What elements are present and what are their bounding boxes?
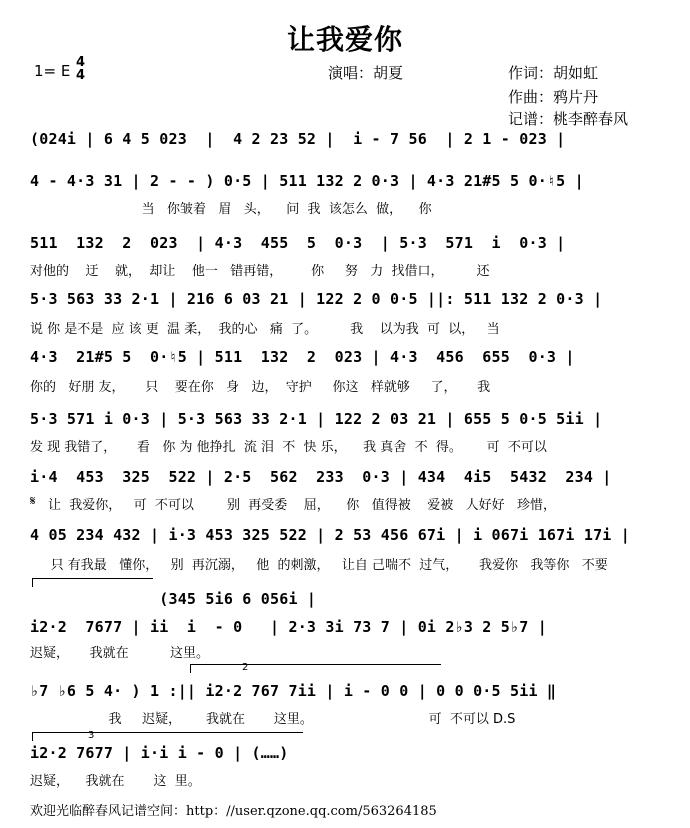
lyrics-line: 迟疑， 我就在 这里。 — [30, 646, 209, 661]
transcriber-credit: 记谱：桃李醉春风 — [508, 110, 629, 128]
footer-link: 欢迎光临醉春风记谱空间：http：//user.qzone.qq.com/563264185 — [30, 804, 437, 819]
notation-line: (024i | 6 4 5 023 | 4 2 23 52 | i - 7 56 | 2 1 - 023 | — [30, 130, 566, 148]
singer-credit: 演唱：胡夏 — [328, 64, 404, 82]
notation-line: 4·3 21#5 5 0·♮5 | 511 132 2 023 | 4·3 456 655 0·3 | — [30, 348, 575, 366]
lyrics-line: 发 现 我错了， 看 你 为 他挣扎 流 泪 不 快 乐， 我 真舍 不 得。 可 不可以 — [30, 440, 547, 455]
notation-line: 5·3 571 i 0·3 | 5·3 563 33 2·1 | 122 2 03 21 | 655 5 0·5 5ii | — [30, 410, 603, 428]
composer-credit: 作曲：鸦片丹 — [508, 88, 599, 106]
ending-number: 3 — [88, 730, 95, 741]
lyricist-credit: 作词：胡如虹 — [508, 64, 599, 82]
time-signature-bottom: 4 — [76, 68, 86, 83]
lyrics-line: 只 有我最 懂你， 别 再沉溺， 他 的刺激， 让自 己喘不 过气， 我爱你 我等你 不要 — [30, 558, 608, 573]
ending-number: 2 — [242, 662, 249, 673]
lyrics-line: 说 你 是不是 应 该 更 温 柔， 我的心 痛 了。 我 以为我 可 以， 当 — [30, 322, 500, 337]
notation-line: (345 5i6 6 056i | — [30, 590, 317, 608]
notation-line: i·4 453 325 522 | 2·5 562 233 0·3 | 434 4i5 5432 234 | — [30, 468, 612, 486]
notation-line: 4 05 234 432 | i·3 453 325 522 | 2 53 456 67i | i 067i 167i 17i | — [30, 526, 630, 544]
notation-line: i2·2 7677 | ii i - 0 | 2·3 3i 73 7 | 0i 2♭3 2 5♭7 | — [30, 618, 547, 636]
page-title: 让我爱你 — [286, 23, 403, 56]
ending-bracket — [32, 578, 153, 587]
time-signature-top: 4 — [76, 55, 86, 70]
lyrics-line: 让 我爱你， 可 不可以 别 再受委 屈， 你 值得被 爱被 人好好 珍惜， — [48, 498, 557, 513]
time-signature — [76, 56, 85, 82]
notation-line: ♭7 ♭6 5 4· ) 1 :|| i2·2 767 7ii | i - 0 0 | 0 0 0·5 5ii ‖ — [30, 682, 557, 700]
key-signature: 1= E — [34, 62, 71, 80]
segno-icon: 𝄋 — [30, 494, 36, 509]
notation-line: 5·3 563 33 2·1 | 216 6 03 21 | 122 2 0 0·5 ||: 511 132 2 0·3 | — [30, 290, 603, 308]
notation-line: i2·2 7677 | i·i i - 0 | (……) — [30, 744, 289, 762]
notation-line: 4 - 4·3 31 | 2 - - ) 0·5 | 511 132 2 0·3 | 4·3 21#5 5 0·♮5 | — [30, 172, 584, 190]
lyrics-line: 迟疑， 我就在 这 里。 — [30, 774, 201, 789]
ending-bracket-3 — [32, 732, 303, 741]
ending-bracket-2 — [190, 664, 441, 673]
lyrics-line: 你的 好朋 友， 只 要在你 身 边， 守护 你这 样就够 了， 我 — [30, 380, 491, 395]
lyrics-line: 我 迟疑， 我就在 这里。 可 不可以 D.S — [30, 712, 516, 727]
notation-line: 511 132 2 023 | 4·3 455 5 0·3 | 5·3 571 i 0·3 | — [30, 234, 566, 252]
lyrics-line: 对他的 迂 就， 却让 他一 错再错， 你 努 力 找借口， 还 — [30, 264, 490, 279]
lyrics-line: 当 你皱着 眉 头， 问 我 该怎么 做， 你 — [30, 202, 432, 217]
